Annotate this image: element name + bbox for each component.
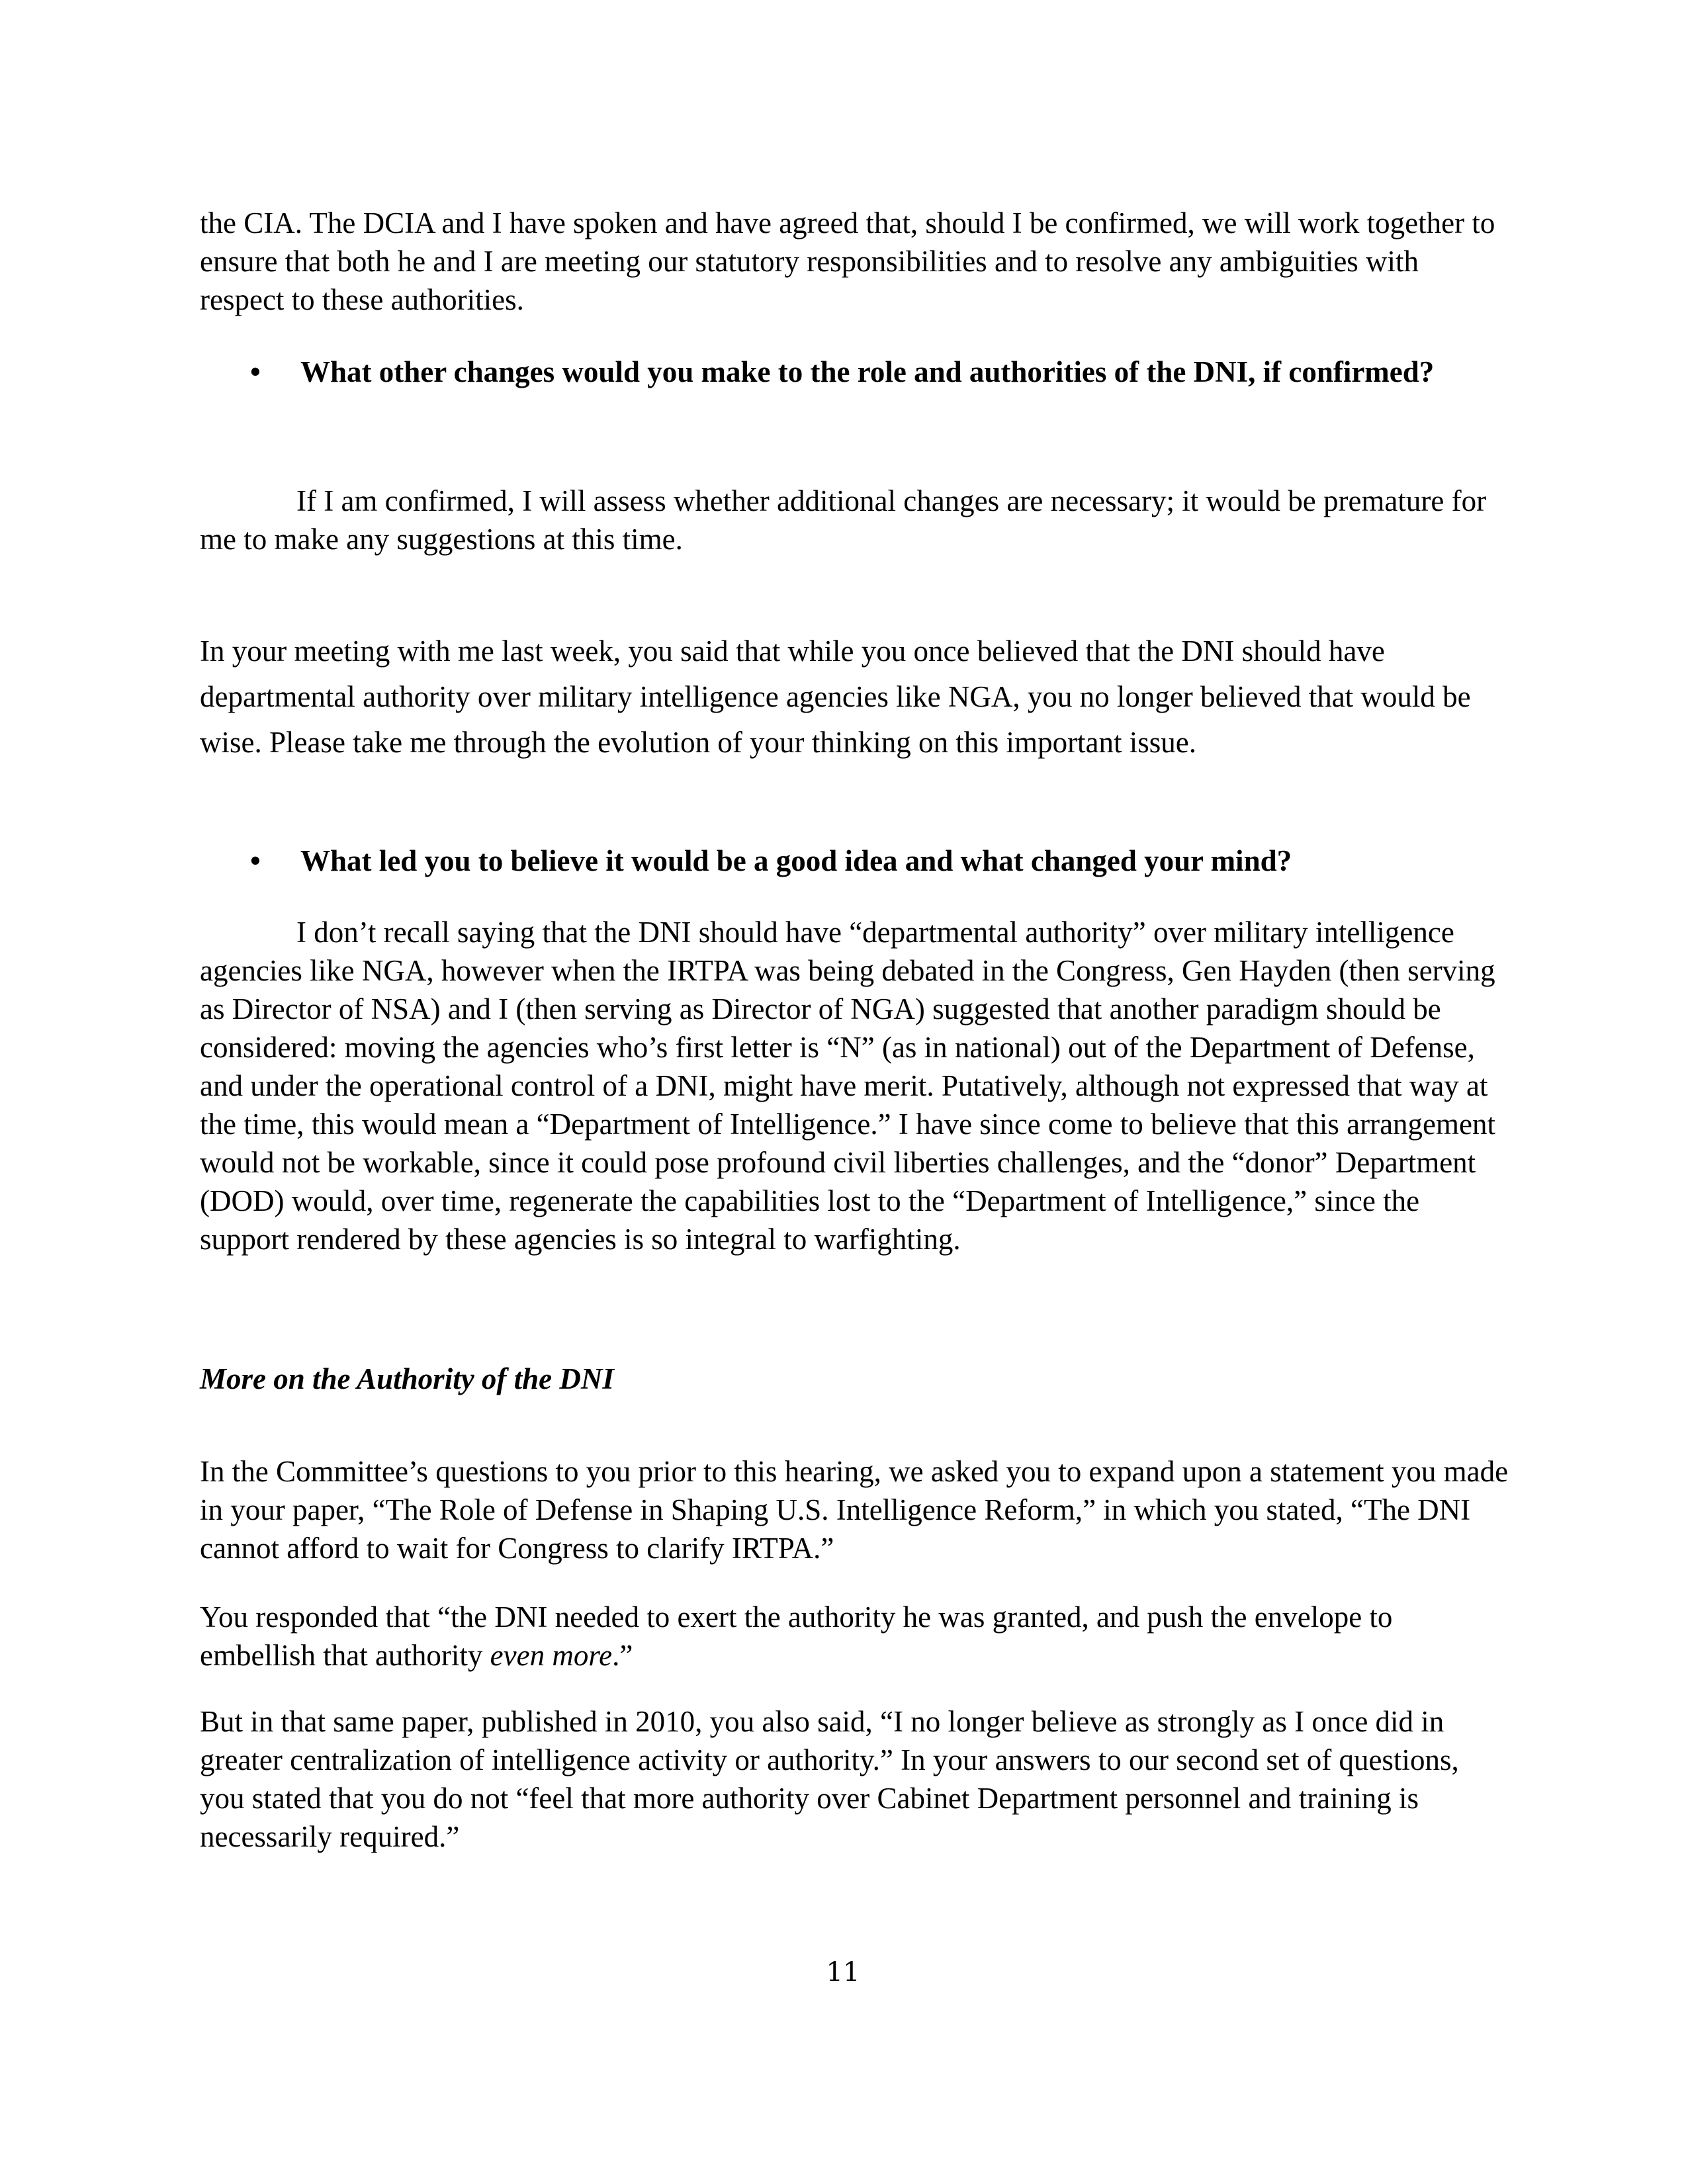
answer-other-changes: If I am confirmed, I will assess whether additional changes are necessary; it would be premature for me to make any suggestions at this time. (200, 484, 1487, 556)
question-other-changes (200, 353, 1510, 391)
section-heading: More on the Authority of the DNI (200, 1362, 614, 1395)
bullet-icon: • (250, 844, 261, 877)
question-text: What led you to believe it would be a good idea and what changed your mind? (300, 844, 1292, 877)
paragraph-cia-continuation: the CIA. The DCIA and I have spoken and have agreed that, should I be confirmed, we will work together to ensure that both he and I are meeting our statutory responsibilities and to resolve any ambiguities with respect to these authorities. (200, 206, 1495, 316)
question-what-led-you (200, 842, 1510, 880)
prompt-you-responded (200, 1598, 1510, 1675)
closing-quote: .” (612, 1639, 633, 1672)
question-text: What other changes would you make to the role and authorities of the DNI, if confirmed? (300, 355, 1435, 388)
prompt-committee-questions: In the Committee’s questions to you prior to this hearing, we asked you to expand upon a statement you made in your paper, “The Role of Defense in Shaping U.S. Intelligence Reform,” in which you stated, “The DNI cannot afford to wait for Congress to clarify IRTPA.” (200, 1455, 1509, 1565)
bullet-icon: • (250, 355, 261, 388)
prompt-departmental-authority: In your meeting with me last week, you said that while you once believed that the DNI should have departmental authority over military intelligence agencies like NGA, you no longer believed that would be wise. Please take me through the evolution of your thinking on this important issue. (200, 634, 1471, 759)
page-number: 11 (826, 1957, 860, 1987)
prompt-you-responded-text: You responded that “the DNI needed to exert the authority he was granted, and push the envelope to embellish that authority (200, 1600, 1393, 1672)
prompt-same-paper-2010: But in that same paper, published in 2010, you also said, “I no longer believe as strongly as I once did in greater centralization of intelligence activity or authority.” In your answers to our second set of questions, you stated that you do not “feel that more authority over Cabinet Department personnel and training is necessarily required.” (200, 1705, 1459, 1853)
emphasis-even-more: even more (490, 1639, 613, 1672)
answer-department-of-intelligence: I don’t recall saying that the DNI should have “departmental authority” over military intelligence agencies like NGA, however when the IRTPA was being debated in the Congress, Gen Hayden (then serving as Director of NSA) and I (then serving as Director of NGA) suggested that another paradigm should be considered: moving the agencies who’s first letter is “N” (as in national) out of the Department of Defense, and under the operational control of a DNI, might have merit. Putatively, although not expressed that way at the time, this would mean a “Department of Intelligence.” I have since come to believe that this arrangement would not be workable, since it could pose profound civil liberties challenges, and the “donor” Department (DOD) would, over time, regenerate the capabilities lost to the “Department of Intelligence,” since the support rendered by these agencies is so integral to warfighting. (200, 916, 1496, 1256)
